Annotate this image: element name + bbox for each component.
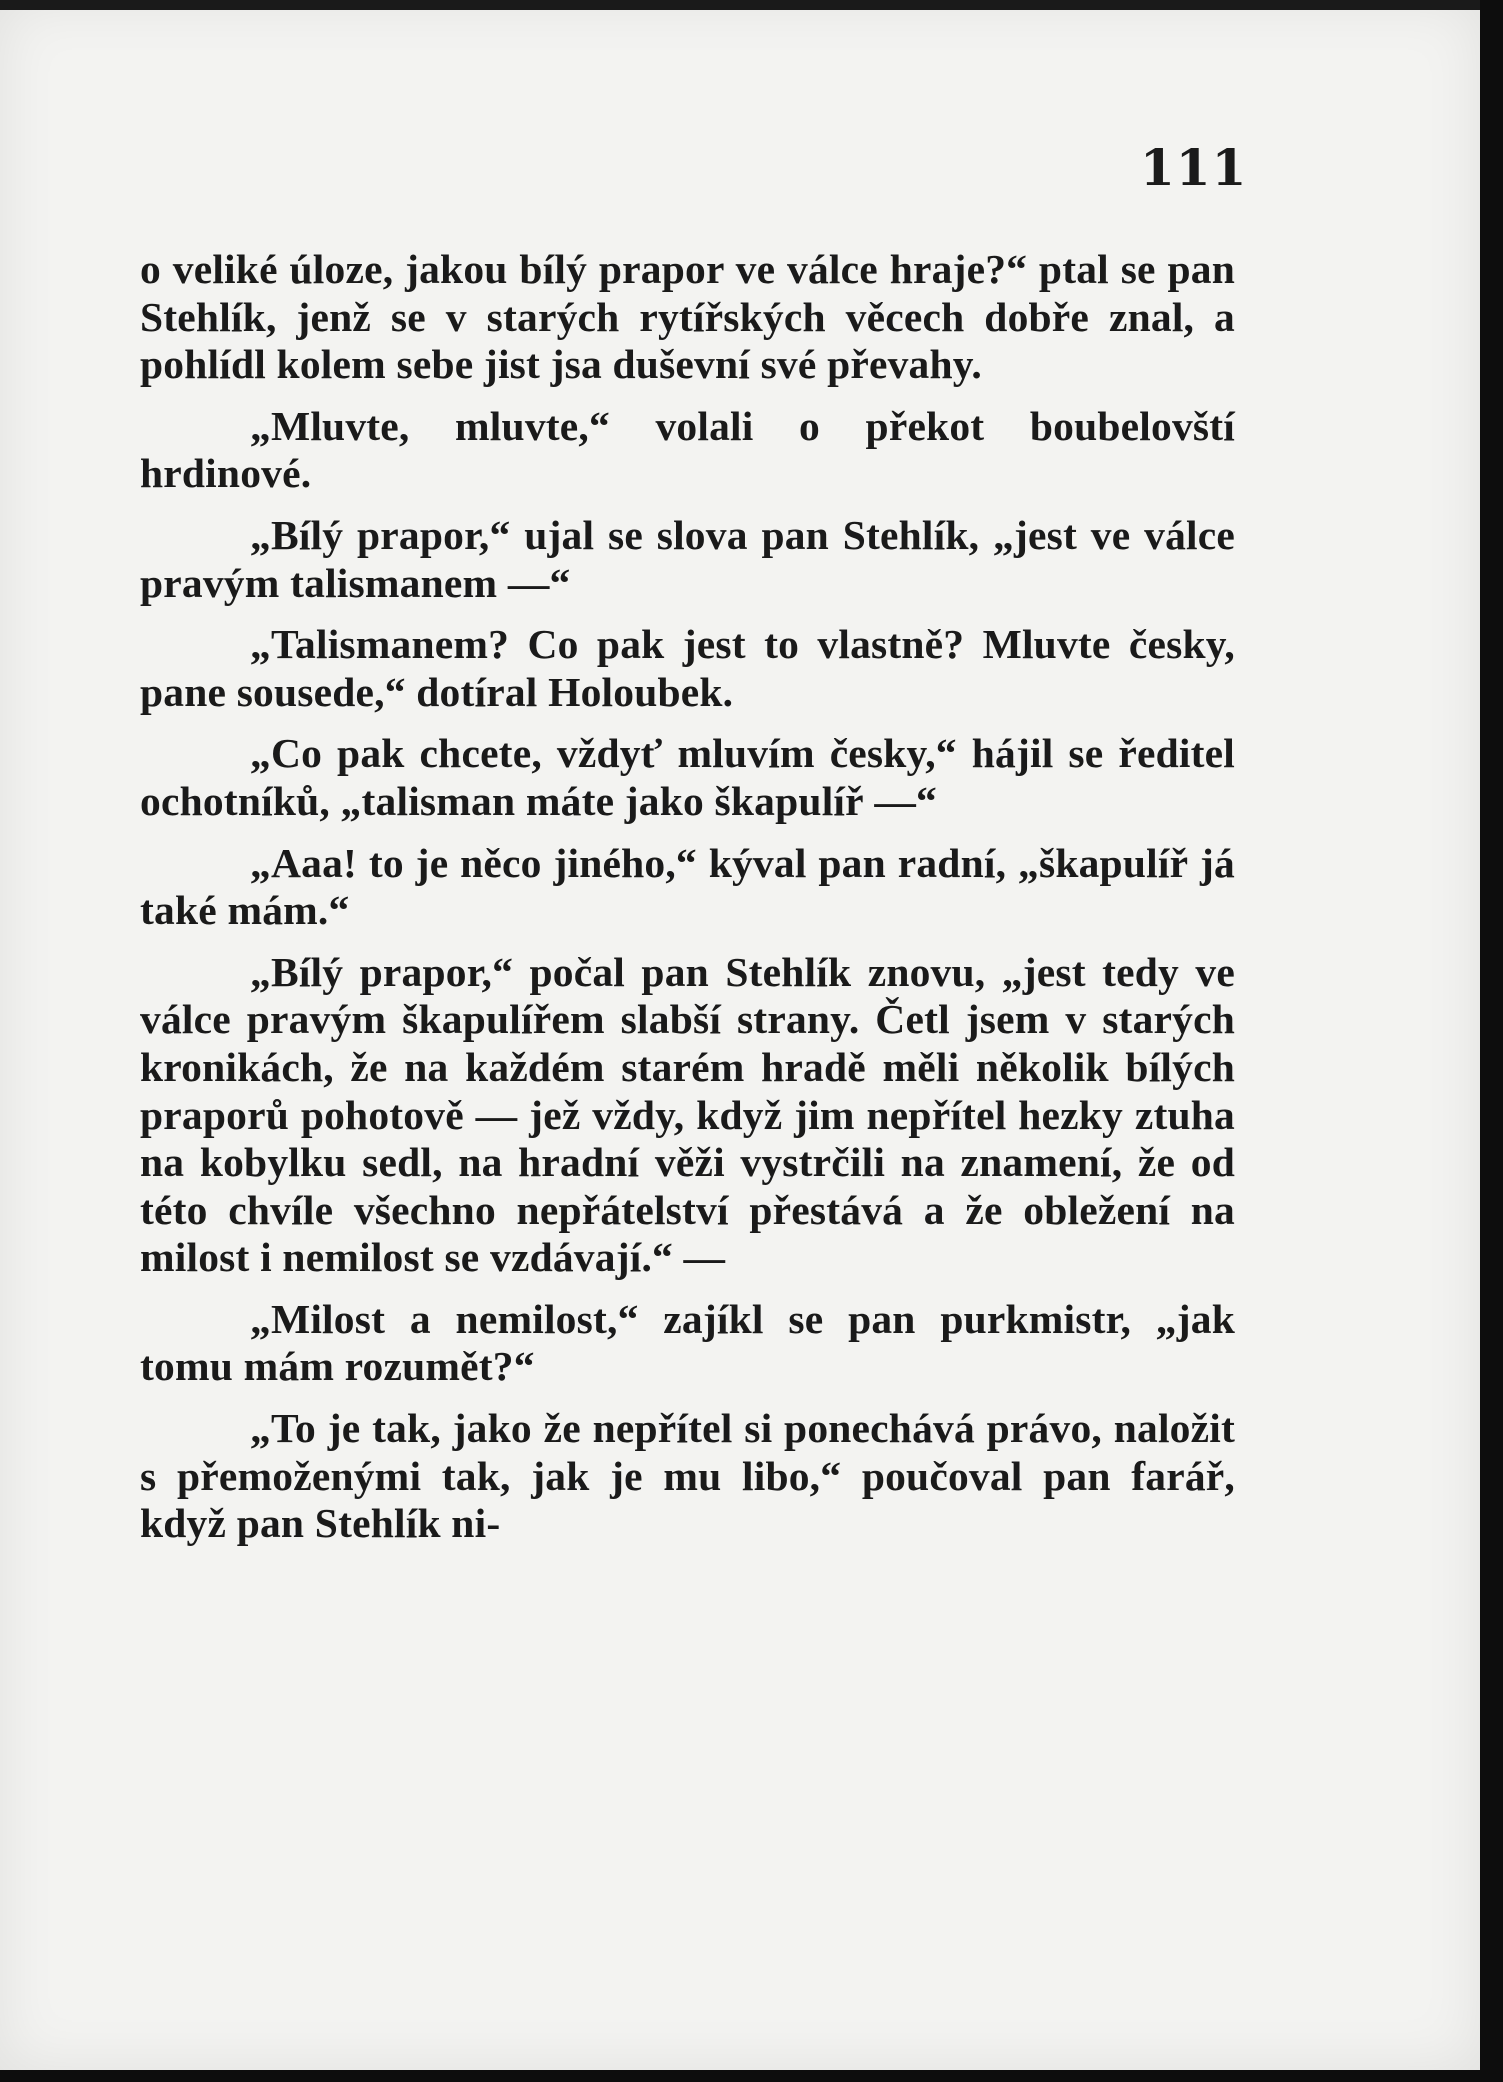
scan-bottom-edge	[0, 2070, 1503, 2082]
paragraph-9: „To je tak, jako že nepřítel si ponechává právo, naložit s přemoženými tak, jak je mu libo,“ poučoval pan farář, když pan Stehlík ni-	[140, 1405, 1235, 1547]
paragraph-3: „Bílý prapor,“ ujal se slova pan Stehlík, „jest ve válce pravým talismanem —“	[140, 511, 1235, 606]
scan-top-edge	[0, 0, 1480, 10]
body-text	[140, 246, 1235, 1548]
paragraph-4: „Talismanem? Co pak jest to vlastně? Mluvte česky, pane sousede,“ dotíral Holoubek.	[140, 621, 1235, 715]
paragraph-2: „Mluvte, mluvte,“ volali o překot boubelovští hrdinové.	[140, 402, 1235, 497]
paragraph-7: „Bílý prapor,“ počal pan Stehlík znovu, „jest tedy ve válce pravým škapulířem slabší strany. Četl jsem v starých kronikách, že na každém starém hradě měli několik bílých praporů pohotově — jež vždy, když jim nepřítel hezky ztuha na kobylku sedl, na hradní věži vystrčili na znamení, že od této chvíle všechno nepřátelství přestává a že obležení na milost i nemilost se vzdávají.“ —	[140, 948, 1235, 1281]
page-number: 111	[1140, 138, 1248, 197]
scan-right-edge	[1480, 0, 1503, 2082]
paragraph-6: „Aaa! to je něco jiného,“ kýval pan radní, „škapulíř já také mám.“	[140, 839, 1235, 934]
paragraph-1: o veliké úloze, jakou bílý prapor ve válce hraje?“ ptal se pan Stehlík, jenž se v starých rytířských věcech dobře znal, a pohlídl kolem sebe jist jsa duševní své převahy.	[140, 246, 1235, 388]
paragraph-8: „Milost a nemilost,“ zajíkl se pan purkmistr, „jak tomu mám rozumět?“	[140, 1295, 1235, 1390]
paragraph-5: „Co pak chcete, vždyť mluvím česky,“ hájil se ředitel ochotníků, „talisman máte jako škapulíř —“	[140, 730, 1235, 824]
